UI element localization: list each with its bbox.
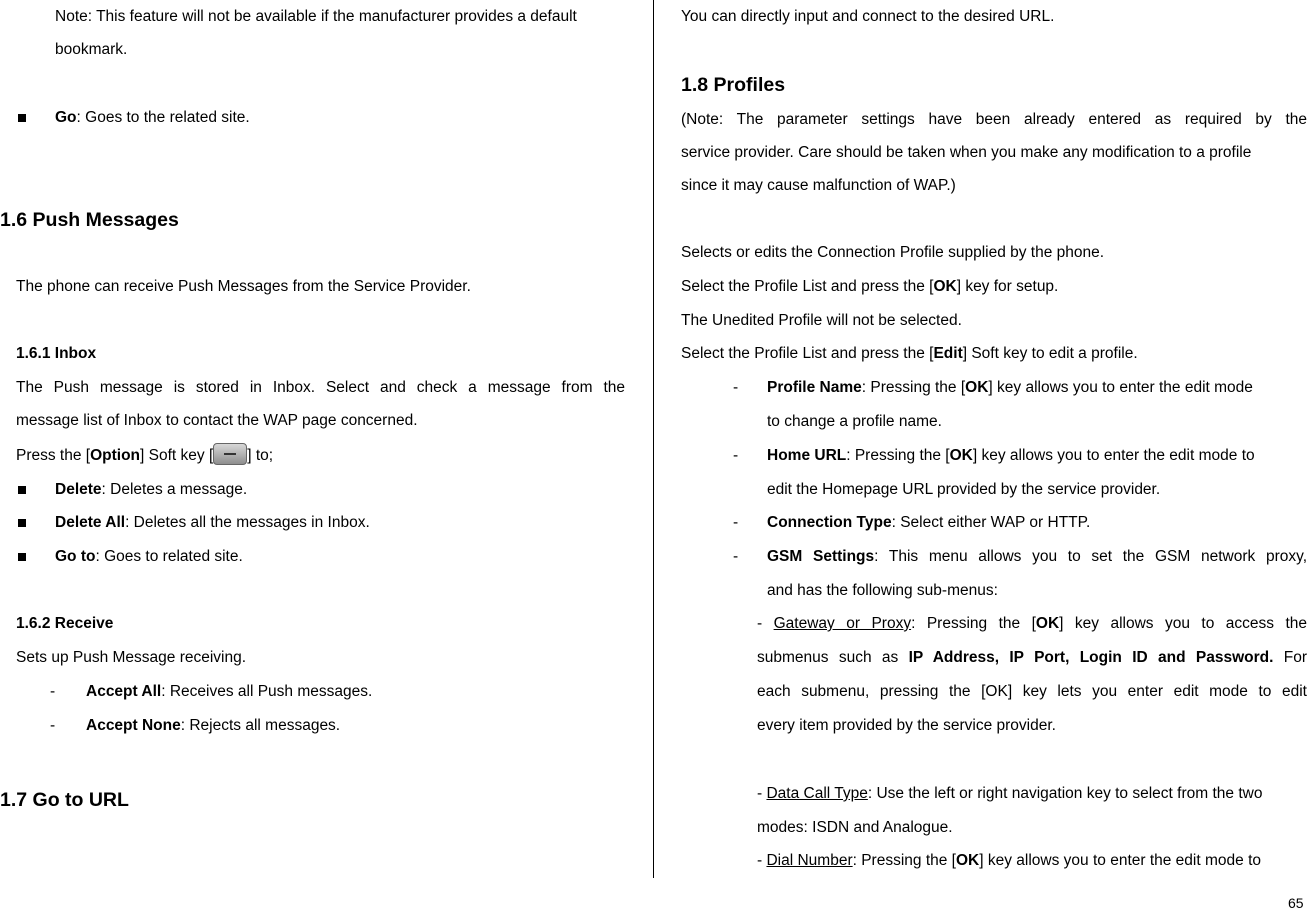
note-line-1: Note: This feature will not be available if the manufacturer provides a default [55,8,577,25]
data-call-line-2: modes: ISDN and Analogue. [757,819,953,836]
column-divider [653,0,654,878]
dash-marker: - [50,683,56,700]
gateway-l2-prefix: submenus such as [757,649,909,666]
profiles-note-2: service provider. Care should be taken when you make any modification to a profile [681,144,1252,161]
profiles-p3: The Unedited Profile will not be selected. [681,312,962,329]
go-to-label: Go to [55,548,96,565]
data-call-text: : Use the left or right navigation key to select from the two [867,785,1263,802]
gateway-key: OK [1035,615,1060,632]
profile-name-line-2: to change a profile name. [767,413,942,430]
home-url-key: OK [949,447,973,464]
receive-intro: Sets up Push Message receiving. [16,649,247,666]
bullet-icon [18,553,26,561]
list-item [55,480,247,500]
connection-type-label: Connection Type [767,514,892,531]
url-text: You can directly input and connect to the desired URL. [681,8,1055,25]
gsm-settings-line-2: and has the following sub-menus: [767,582,998,599]
press-prefix: Press the [ [16,447,91,464]
bullet-icon [18,486,26,494]
delete-text: : Deletes a message. [101,481,248,498]
profiles-p4 [681,344,1138,364]
delete-all-text: : Deletes all the messages in Inbox. [125,514,370,531]
dial-number-label: Dial Number [766,852,853,869]
gsm-settings-label: GSM Settings [767,548,875,565]
go-item [55,108,250,128]
profiles-heading: 1.8 Profiles [681,74,786,96]
dial-number-a: : Pressing the [ [852,852,956,869]
accept-none-text: : Rejects all messages. [180,717,341,734]
gateway-a: : Pressing the [ [911,615,1036,632]
data-call-label: Data Call Type [766,785,868,802]
dash-marker: - [733,447,739,464]
list-item [55,513,370,533]
dash-marker: - [733,379,739,396]
profiles-p2 [681,277,1058,297]
home-url-b: ] key allows you to enter the edit mode to [972,447,1255,464]
gateway-line-1 [757,614,1307,634]
press-suffix: ] to; [247,447,274,464]
go-to-text: : Goes to related site. [95,548,243,565]
receive-heading: 1.6.2 Receive [16,615,114,632]
profiles-p1: Selects or edits the Connection Profile supplied by the phone. [681,244,1105,261]
gateway-line-3: each submenu, pressing the [OK] key lets you enter edit mode to edit [757,683,1307,700]
data-call-line-1 [757,784,1262,804]
inbox-heading: 1.6.1 Inbox [16,345,97,362]
home-url-line-2: edit the Homepage URL provided by the service provider. [767,481,1161,498]
push-messages-heading: 1.6 Push Messages [0,209,179,231]
gateway-line-2 [757,648,1307,668]
dash-marker: - [50,717,56,734]
home-url-label: Home URL [767,447,847,464]
profile-name-b: ] key allows you to enter the edit mode [988,379,1253,396]
connection-type-text: : Select either WAP or HTTP. [891,514,1091,531]
page-number: 65 [1288,895,1304,911]
profile-name-a: : Pressing the [ [861,379,966,396]
profile-name-label: Profile Name [767,379,862,396]
dial-number-line [757,851,1261,871]
home-url-a: : Pressing the [ [846,447,950,464]
soft-key-icon [213,443,247,465]
push-intro: The phone can receive Push Messages from the Service Provider. [16,278,471,295]
gateway-b: ] key allows you to access the [1059,615,1308,632]
list-item [86,682,372,702]
gateway-dash: - [757,615,774,632]
list-item [86,716,340,736]
bullet-icon [18,114,26,122]
go-text: : Goes to the related site. [76,109,250,126]
p4-suffix: ] Soft key to edit a profile. [962,345,1138,362]
profiles-note-3: since it may cause malfunction of WAP.) [681,177,956,194]
connection-type-item [767,513,1090,533]
dial-number-key: OK [956,852,980,869]
gsm-settings-item [767,547,1307,567]
p2-suffix: ] key for setup. [956,278,1059,295]
gateway-line-4: every item provided by the service provider. [757,717,1056,734]
accept-all-label: Accept All [86,683,162,700]
gateway-label: Gateway or Proxy [773,615,912,632]
bullet-icon [18,519,26,527]
profiles-note-1: (Note: The parameter settings have been already entered as required by the [681,111,1307,128]
p2-prefix: Select the Profile List and press the [ [681,278,934,295]
p4-key: Edit [933,345,963,362]
inbox-press-line [16,443,273,466]
gateway-l2-bold: IP Address, IP Port, Login ID and Password. [908,649,1274,666]
p2-key: OK [933,278,957,295]
profile-name-item [767,378,1253,398]
p4-prefix: Select the Profile List and press the [ [681,345,934,362]
dial-number-b: ] key allows you to enter the edit mode to [979,852,1261,869]
dial-number-dash: - [757,852,767,869]
gateway-l2-suffix: For [1273,649,1308,666]
list-item [55,547,243,567]
press-middle: ] Soft key [ [140,447,214,464]
delete-all-label: Delete All [55,514,126,531]
go-label: Go [55,109,77,126]
dash-marker: - [733,514,739,531]
option-label: Option [90,447,141,464]
inbox-line-2: message list of Inbox to contact the WAP page concerned. [16,412,418,429]
home-url-item [767,446,1255,466]
note-line-2: bookmark. [55,41,128,58]
profile-name-key: OK [965,379,989,396]
dash-marker: - [733,548,739,565]
inbox-line-1: The Push message is stored in Inbox. Select and check a message from the [16,379,625,396]
accept-all-text: : Receives all Push messages. [161,683,373,700]
go-to-url-heading: 1.7 Go to URL [0,789,129,811]
gsm-settings-text: : This menu allows you to set the GSM network proxy, [874,548,1308,565]
delete-label: Delete [55,481,102,498]
accept-none-label: Accept None [86,717,181,734]
data-call-dash: - [757,785,767,802]
